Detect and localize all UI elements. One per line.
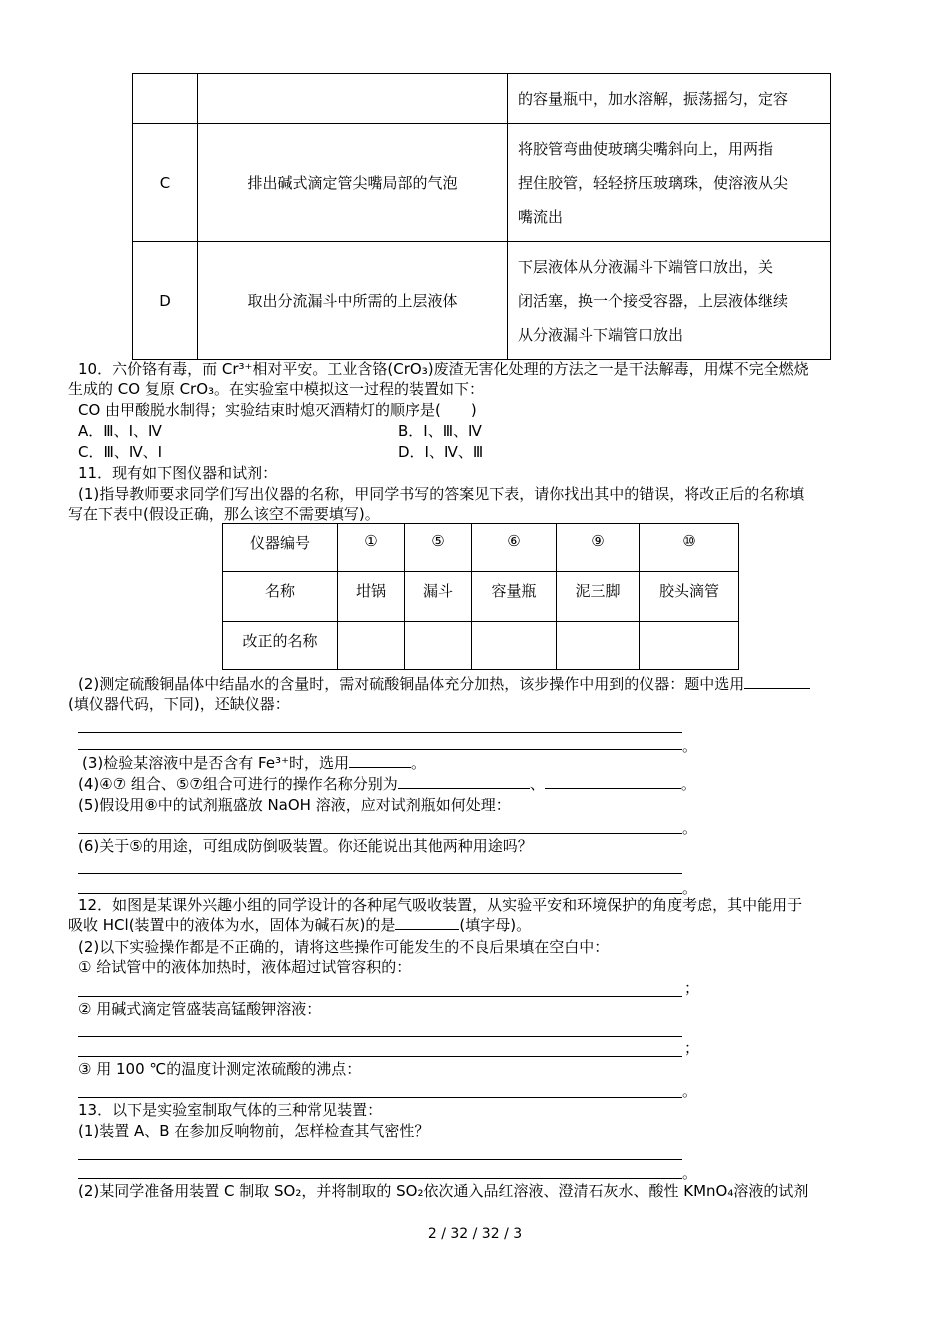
table-cell: 胶头滴管 — [640, 572, 739, 622]
table-row — [133, 242, 831, 360]
answer-line[interactable] — [78, 1035, 682, 1037]
table-row — [223, 572, 739, 622]
q11-title: 11．现有如下图仪器和试剂： — [78, 464, 278, 482]
q10-option-d: D．Ⅰ、Ⅳ、Ⅲ — [398, 443, 484, 461]
row-label: 名称 — [223, 572, 338, 622]
table-header: ⑥ — [472, 524, 557, 572]
answer-blank[interactable] — [545, 774, 681, 789]
q11-text: (3)检验某溶液中是否含有 Fe³⁺时，选用 。 — [82, 754, 426, 772]
table-cell: 漏斗 — [405, 572, 472, 622]
answer-line[interactable] — [78, 1055, 682, 1057]
table-row — [223, 622, 739, 670]
q10-option-a: A．Ⅲ、Ⅰ、Ⅳ — [78, 422, 162, 440]
q10-text: CO 由甲酸脱水制得；实验结束时熄灭酒精灯的顺序是( ) — [78, 401, 477, 419]
table-header: ⑤ — [405, 524, 472, 572]
table-cell: 泥三脚 — [557, 572, 640, 622]
q11-text: (5)假设用⑧中的试剂瓶盛放 NaOH 溶液，应对试剂瓶如何处理： — [78, 796, 511, 814]
table-header: ⑩ — [640, 524, 739, 572]
q12-item: ③ 用 100 ℃的温度计测定浓硫酸的沸点： — [78, 1060, 362, 1078]
answer-line[interactable] — [78, 1096, 682, 1098]
answer-cell[interactable] — [405, 622, 472, 670]
experiment-table — [132, 73, 831, 360]
answer-blank[interactable] — [395, 915, 459, 930]
table-cell: 容量瓶 — [472, 572, 557, 622]
instrument-table — [222, 523, 739, 670]
answer-blank[interactable] — [349, 753, 411, 768]
answer-line[interactable] — [78, 872, 682, 874]
answer-blank[interactable] — [744, 674, 810, 689]
row-label: D — [133, 242, 198, 360]
table-cell: 坩锅 — [338, 572, 405, 622]
operation-cell: 排出碱式滴定管尖嘴局部的气泡 — [198, 124, 508, 242]
answer-cell[interactable] — [557, 622, 640, 670]
q11-text: (6)关于⑤的用途，可组成防倒吸装置。你还能说出其他两种用途吗？ — [78, 837, 533, 855]
q13-text: (2)某同学准备用装置 C 制取 SO₂，并将制取的 SO₂依次通入品红溶液、澄清石灰水、酸性 KMnO₄溶液的试剂 — [78, 1182, 809, 1200]
answer-line[interactable] — [78, 892, 682, 894]
q13-title: 13．以下是实验室制取气体的三种常见装置： — [78, 1101, 383, 1119]
answer-line[interactable] — [78, 748, 682, 750]
q11-text: (4)④⑦ 组合、⑤⑦组合可进行的操作名称分别为 、 。 — [78, 775, 696, 793]
q11-text: 写在下表中(假设正确，那么该空不需要填写)。 — [68, 505, 380, 523]
method-cell: 下层液体从分液漏斗下端管口放出，关 闭活塞，换一个接受容器，上层液体继续 从分液漏斗下端管口放出 — [508, 242, 831, 360]
q13-text: (1)装置 A、B 在参加反响物前，怎样检查其气密性？ — [78, 1122, 430, 1140]
q11-text: (1)指导教师要求同学们写出仪器的名称，甲同学书写的答案见下表，请你找出其中的错误，将改正后的名称填 — [78, 485, 805, 503]
operation-cell: 取出分流漏斗中所需的上层液体 — [198, 242, 508, 360]
q10-option-b: B．Ⅰ、Ⅲ、Ⅳ — [398, 422, 482, 440]
answer-line[interactable] — [78, 1158, 682, 1160]
table-row — [133, 124, 831, 242]
table-cell: 的容量瓶中，加水溶解，振荡摇匀，定容 — [508, 74, 831, 124]
table-row — [223, 524, 739, 572]
answer-cell[interactable] — [338, 622, 405, 670]
q11-text: (填仪器代码，下同)，还缺仪器： — [68, 695, 290, 713]
answer-blank[interactable] — [398, 774, 530, 789]
table-header: ⑨ — [557, 524, 640, 572]
method-cell: 将胶管弯曲使玻璃尖嘴斜向上，用两指 捏住胶管，轻轻挤压玻璃珠，使溶液从尖 嘴流出 — [508, 124, 831, 242]
answer-line[interactable] — [78, 832, 682, 834]
q12-text: 12．如图是某课外兴趣小组的同学设计的各种尾气吸收装置，从实验平安和环境保护的角度考虑，其中能用于 — [78, 896, 803, 914]
answer-line[interactable] — [78, 731, 682, 733]
answer-cell[interactable] — [472, 622, 557, 670]
q11-text: (2)测定硫酸铜晶体中结晶水的含量时，需对硫酸铜晶体充分加热，该步操作中用到的仪器：题中选用 — [78, 674, 810, 694]
answer-line[interactable] — [78, 995, 682, 997]
q12-item: ① 给试管中的液体加热时，液体超过试管容积的： — [78, 958, 412, 976]
table-header: 仪器编号 — [223, 524, 338, 572]
table-row — [133, 74, 831, 124]
q10-text: 生成的 CO 复原 CrO₃。在实验室中模拟这一过程的装置如下： — [68, 380, 485, 398]
q12-text: (2)以下实验操作都是不正确的，请将这些操作可能发生的不良后果填在空白中： — [78, 938, 610, 956]
row-label: C — [133, 124, 198, 242]
row-label: 改正的名称 — [223, 622, 338, 670]
q10-option-c: C．Ⅲ、Ⅳ、Ⅰ — [78, 443, 163, 461]
answer-line[interactable] — [78, 1177, 682, 1179]
q10-text: 10．六价铬有毒，而 Cr³⁺相对平安。工业含铬(CrO₃)废渣无害化处理的方法之一是干法解毒，用煤不完全燃烧 — [78, 360, 809, 378]
page-number: 2 / 32 / 32 / 3 — [427, 1226, 523, 1242]
q12-text: 吸收 HCl(装置中的液体为水，固体为碱石灰)的是 (填字母)。 — [68, 916, 532, 934]
answer-cell[interactable] — [640, 622, 739, 670]
table-header: ① — [338, 524, 405, 572]
q12-item: ② 用碱式滴定管盛装高锰酸钾溶液： — [78, 1000, 322, 1018]
